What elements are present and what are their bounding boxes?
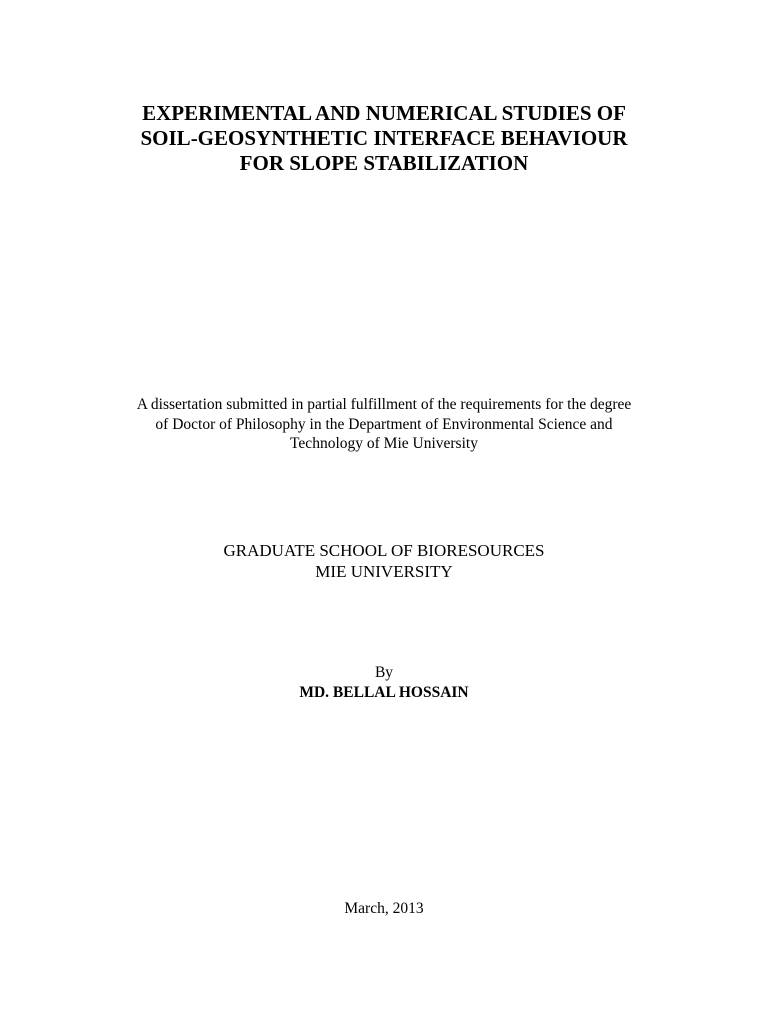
by-label: By	[374, 664, 394, 681]
university-name: MIE UNIVERSITY	[315, 562, 453, 581]
school-name: GRADUATE SCHOOL OF BIORESOURCES	[223, 541, 545, 560]
submission-date: March, 2013	[344, 900, 424, 917]
title-line-2: SOIL-GEOSYNTHETIC INTERFACE BEHAVIOUR	[140, 126, 628, 150]
author-name: MD. BELLAL HOSSAIN	[299, 684, 469, 701]
statement-line-3: Technology of Mie University	[290, 435, 478, 452]
statement-line-2: of Doctor of Philosophy in the Department of Environmental Science and	[155, 415, 613, 433]
dissertation-title	[0, 101, 768, 176]
title-line-1: EXPERIMENTAL AND NUMERICAL STUDIES OF	[142, 101, 626, 125]
institution	[0, 540, 768, 582]
title-line-3: FOR SLOPE STABILIZATION	[239, 151, 529, 175]
statement-line-1: A dissertation submitted in partial fulfillment of the requirements for the degree	[136, 396, 632, 413]
submission-statement	[0, 395, 768, 454]
